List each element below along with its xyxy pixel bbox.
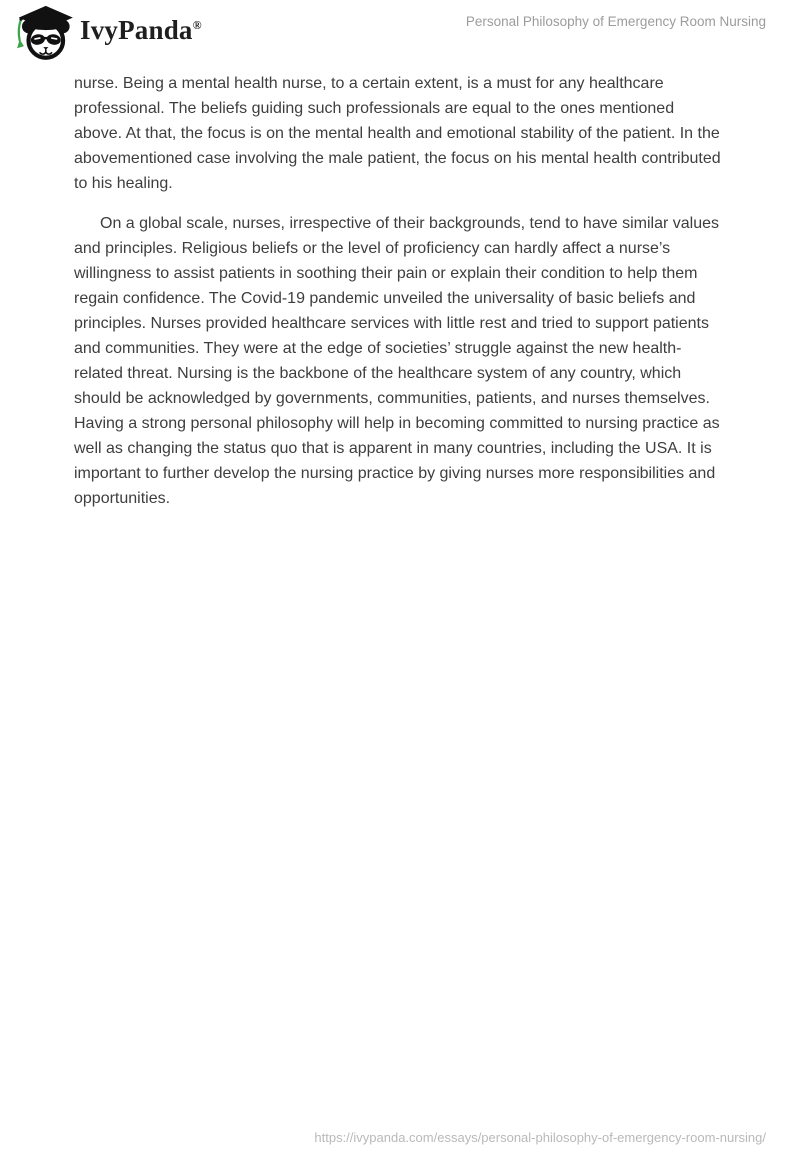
brand-name xyxy=(80,14,202,50)
document-body xyxy=(74,71,724,526)
source-url: https://ivypanda.com/essays/personal-philosophy-of-emergency-room-nursing/ xyxy=(314,1130,766,1145)
registered-trademark-symbol: ® xyxy=(192,17,202,32)
panda-graduate-icon xyxy=(13,5,73,61)
brand-name-text: IvyPanda xyxy=(80,14,193,45)
paragraph-2: On a global scale, nurses, irrespective of their backgrounds, tend to have similar values and principles. Religious beliefs or the level of proficiency can hardly affect a nurse’s willingness to assist patients in soothing their pain or explain their condition to help them regain confidence. The Covid-19 pandemic unveiled the universality of basic beliefs and principles. Nurses provided healthcare services with little rest and tried to support patients and communities. They were at the edge of societies’ struggle against the new health-related threat. Nursing is the backbone of the healthcare system of any country, which should be acknowledged by governments, communities, patients, and nurses themselves. Having a strong personal philosophy will help in becoming committed to nursing practice as well as changing the status quo that is apparent in many countries, including the USA. It is important to further develop the nursing practice by giving nurses more responsibilities and opportunities. xyxy=(74,215,720,507)
document-title: Personal Philosophy of Emergency Room Nursing xyxy=(465,14,766,29)
paragraph-1: nurse. Being a mental health nurse, to a certain extent, is a must for any healthcare professional. The beliefs guiding such professionals are equal to the ones mentioned above. At that, the focus is on the mental health and emotional stability of the patient. In the abovementioned case involving the male patient, the focus on his mental health contributed to his healing. xyxy=(74,75,721,192)
brand-logo[interactable] xyxy=(13,5,202,61)
